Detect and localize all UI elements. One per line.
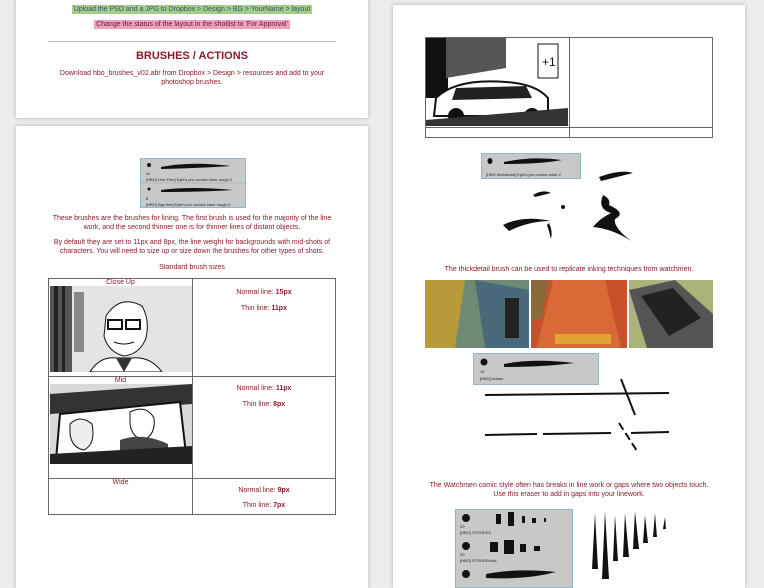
mid-thin-line: Thin line: 8px (242, 401, 286, 408)
close-up-thin-line: Thin line: 11px (241, 305, 287, 312)
stroke-size-1: 20 (460, 524, 465, 529)
table-row (49, 479, 336, 515)
brush-description-line2: work, and the second thinner one is for thinner lines of distant objects. (83, 224, 301, 231)
thickdetail-caption: The thickdetail brush can be used to replicate inking techniques from watchmen. (444, 266, 694, 273)
strokes-brush-panel (455, 509, 573, 588)
watchmen-caption-line2: Use this eraser to add in gaps into your linework. (493, 491, 645, 498)
download-instruction-line2: photoshop brushes. (161, 79, 223, 86)
thickdetail-sample-strokes (493, 165, 643, 245)
table-row (426, 128, 713, 138)
car-scene-sketch-image (426, 38, 568, 126)
document-page-3 (393, 5, 745, 588)
shot-label-wide: Wide (112, 479, 129, 486)
mid-shot-sketch-image (50, 384, 192, 464)
document-page-2 (16, 126, 368, 588)
brush-size-1: 11 (146, 171, 151, 176)
shot-label-mid: Mid (114, 377, 127, 384)
table-row (49, 377, 336, 479)
wide-normal-line: Normal line: 9px (238, 487, 290, 494)
brush-panel-screenshot (140, 158, 246, 208)
brush-label-1: [HBO] Line Fine] Kyle's pro comics inker rough 2 (146, 177, 233, 182)
table-caption: Standard brush sizes (159, 264, 225, 271)
brush-label-2: [HBO] Bgs fine] Kyle's pro comics inker rough 2 (146, 202, 231, 207)
watchmen-caption-line1: The Watchmen comic style often has breaks in line work or gaps where two objects touch. (429, 482, 709, 489)
eraser-label: [HBO] eraser (480, 376, 504, 381)
stroke-size-2: 20 (460, 552, 465, 557)
close-up-sketch-image (50, 286, 192, 372)
status-instruction: Change the status of the layout in the shotlist to 'For Approval' (96, 21, 288, 28)
table-row (49, 279, 336, 377)
mid-normal-line: Normal line: 11px (236, 385, 292, 392)
svg-text:+1: +1 (542, 55, 556, 69)
document-page-1 (16, 0, 368, 118)
strokes-label-1: [HBO] STROKE6 (460, 530, 491, 535)
strokes-brush-image (456, 510, 574, 588)
brush-size-table (48, 278, 336, 515)
reference-table (425, 37, 713, 138)
upload-instruction: Upload the PSD and a JPG to Dropbox > Design > BG > YourName > layout (73, 6, 311, 13)
close-up-normal-line: Normal line: 15px (236, 289, 292, 296)
thickdetail-label: [HBO thickdetail] Kyle's pro comics inker 2 (486, 172, 562, 177)
download-instruction-line1: Download hbo_brushes_v02.abr from Dropbox > Design > resources and add to your (59, 70, 325, 77)
strokes-sample-image (589, 509, 679, 588)
eraser-size: 15 (480, 369, 485, 374)
watchmen-panel-strip-image (425, 280, 713, 348)
strokes-label-2: [HBO] STROKEthick (460, 558, 497, 563)
brush-size-2: 8 (146, 196, 149, 201)
section-title: BRUSHES / ACTIONS (135, 50, 249, 62)
brush-description-line1: These brushes are the brushes for lining. The first brush is used for the majority of the line (52, 215, 332, 222)
wide-thin-line: Thin line: 7px (242, 502, 286, 509)
shot-label-close-up: Close Up (106, 279, 135, 286)
eraser-gap-example (481, 377, 671, 457)
table-row (426, 38, 713, 128)
default-size-line2: characters. You will need to size up or size down the brushes for other types of shots. (59, 248, 325, 255)
divider (48, 41, 336, 42)
default-size-line1: By default they are set to 11px and 8px, the line weight for backgrounds with mid-shots of (53, 239, 331, 246)
